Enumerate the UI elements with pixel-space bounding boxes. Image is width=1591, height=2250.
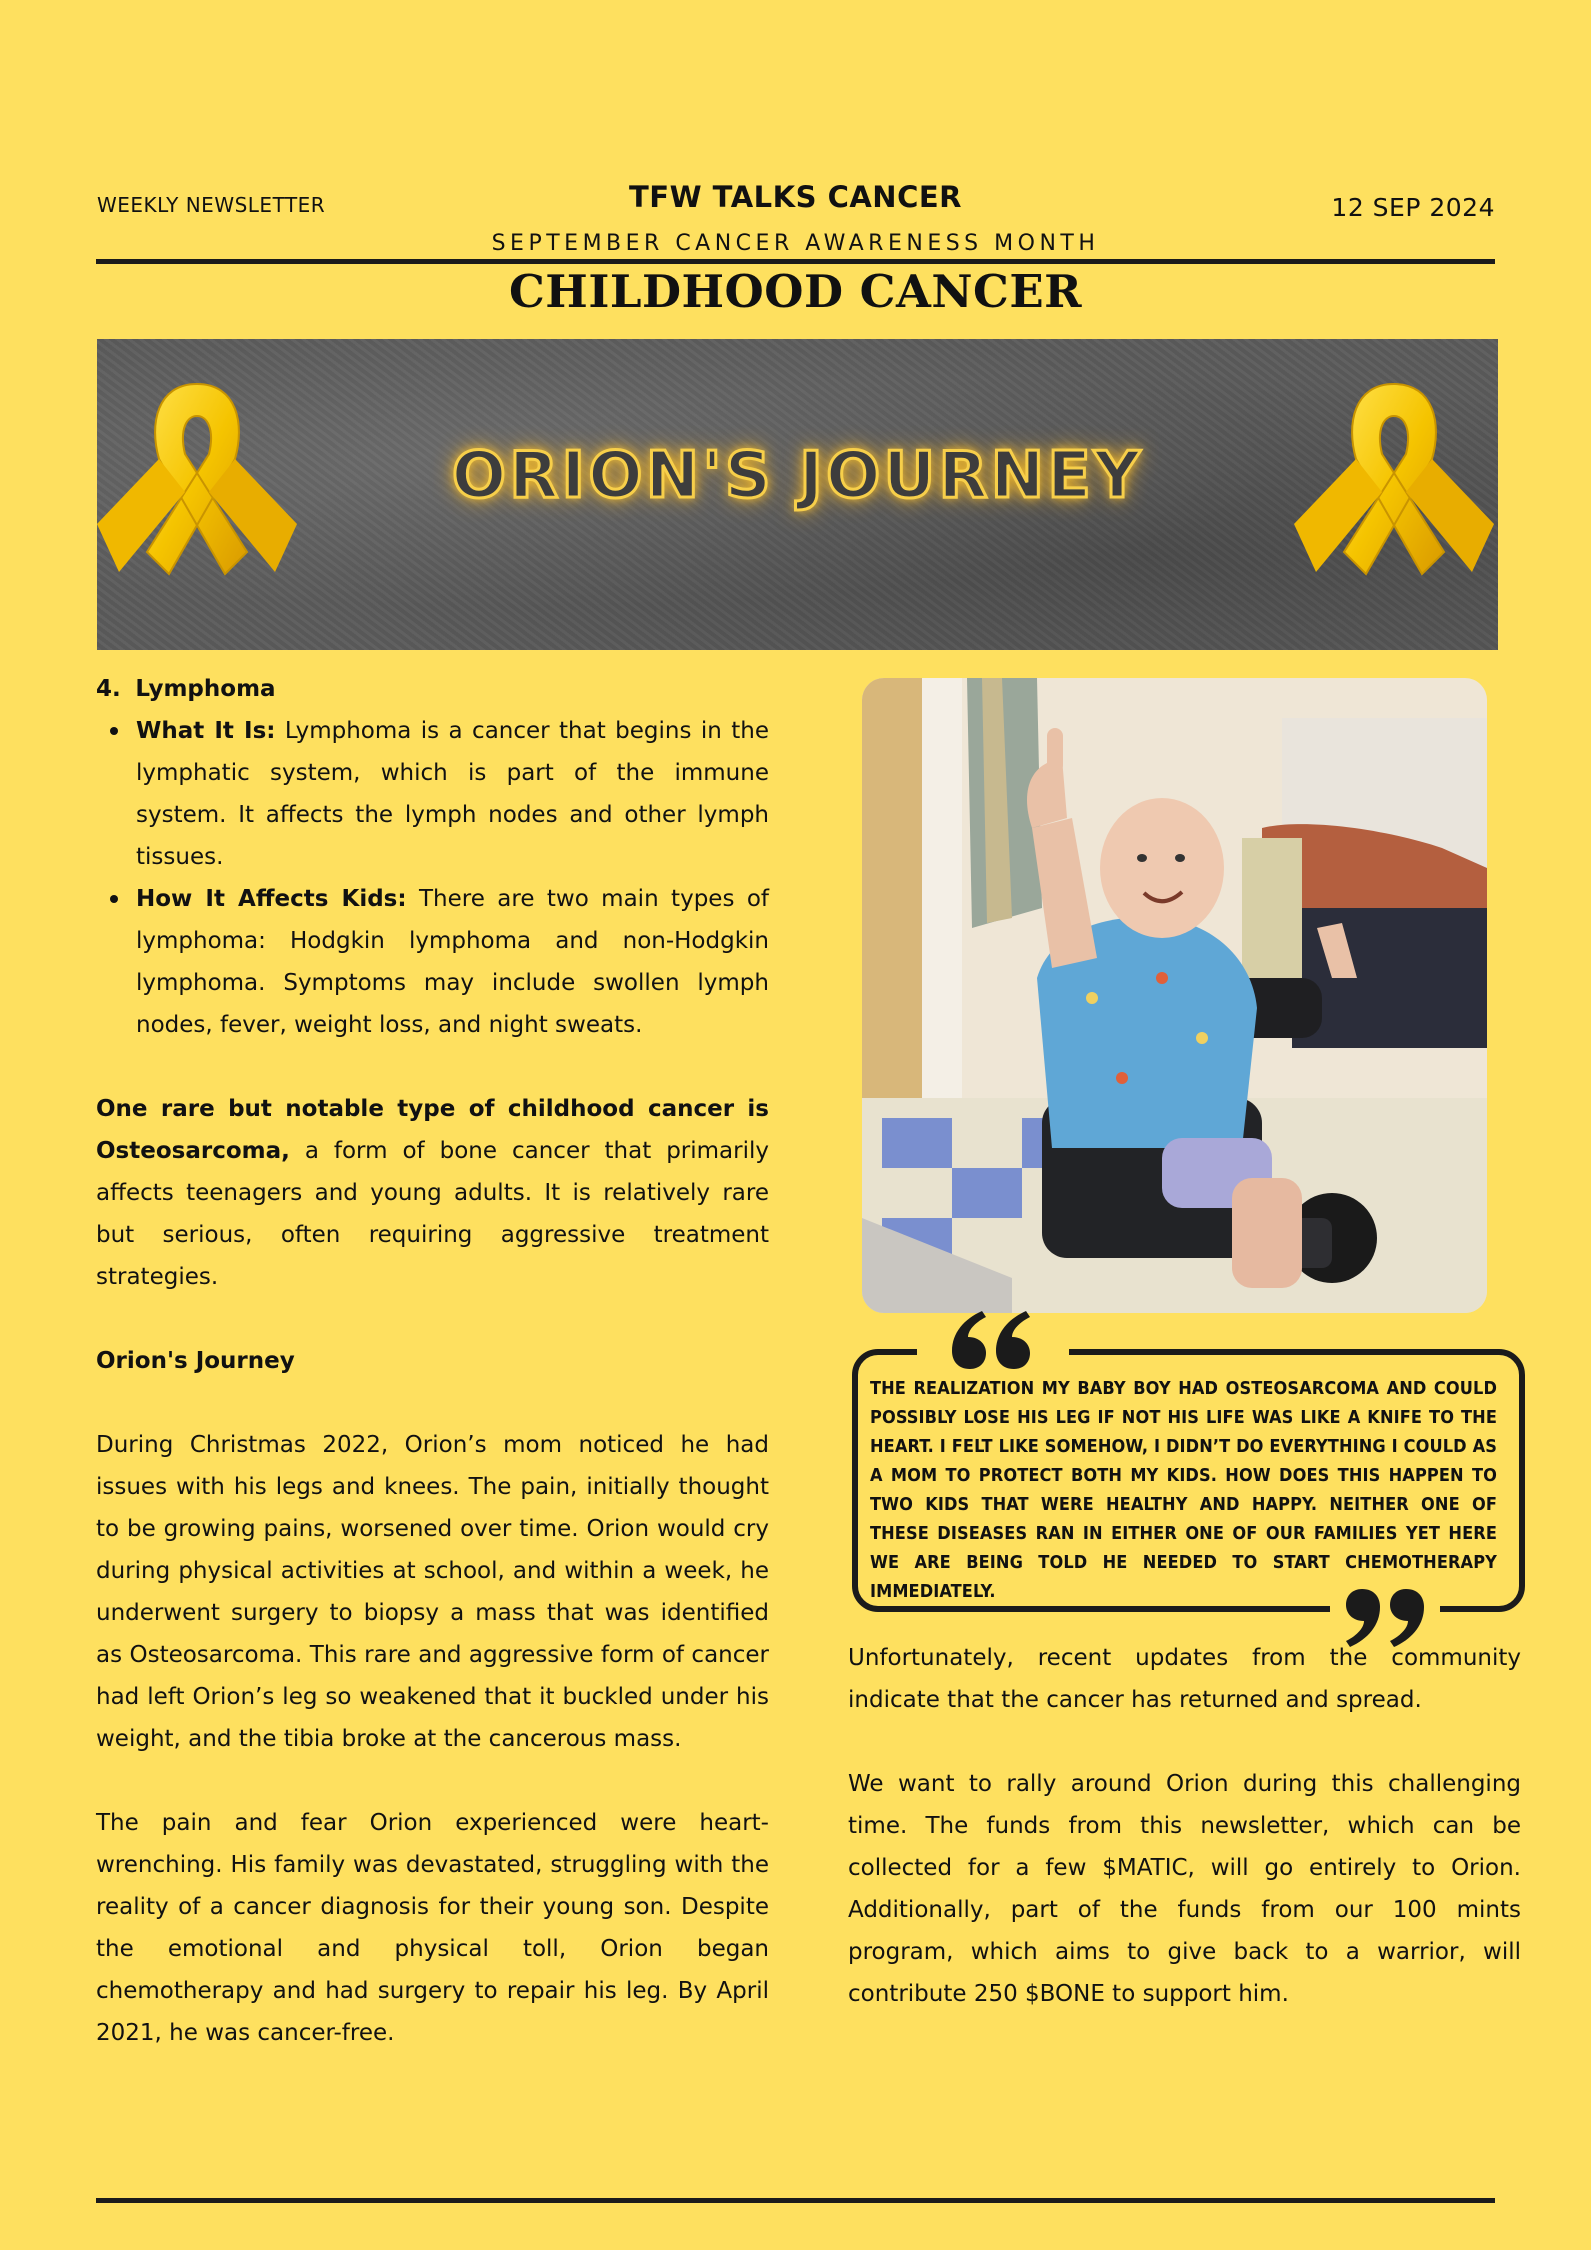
newsletter-brand: TFW TALKS CANCER (628, 180, 962, 214)
header-divider (96, 259, 1495, 264)
banner (97, 339, 1498, 650)
lymphoma-list (96, 710, 769, 1046)
story-heading: Orion's Journey (96, 1348, 295, 1374)
list-item-text: Lymphoma is a cancer that begins in the lymphatic system, which is part of the immune system. It affects the lymph nodes and other lymph tissues. (136, 718, 769, 870)
fundraising-paragraph: We want to rally around Orion during this challenging time. The funds from this newsletter, which can be collected for a few $MATIC, will go entirely to Orion. Additionally, part of the funds from our 100 mints program, which aims to give back to a warrior, will contribute 250 $BONE to support him. (848, 1771, 1521, 2007)
awareness-ribbon-icon (1294, 374, 1494, 614)
update-paragraph: Unfortunately, recent updates from the community indicate that the cancer has returned and spread. (848, 1645, 1521, 1713)
list-item-text: There are two main types of lymphoma: Hodgkin lymphoma and non-Hodgkin lymphoma. Symptoms may include swollen lymph nodes, fever, weight loss, and night sweats. (136, 886, 769, 1038)
issue-date: 12 SEP 2024 (1331, 193, 1495, 222)
lymphoma-heading (96, 668, 769, 710)
newsletter-kicker: WEEKLY NEWSLETTER (97, 193, 326, 217)
orion-photo (862, 678, 1487, 1313)
newsletter-subtitle: SEPTEMBER CANCER AWARENESS MONTH (491, 231, 1100, 256)
footer-divider (96, 2198, 1495, 2203)
osteosarcoma-text: a form of bone cancer that primarily affects teenagers and young adults. It is relatively rare but serious, often requiring aggressive treatment strategies. (96, 1138, 769, 1290)
list-item-label: How It Affects Kids: (136, 886, 407, 912)
story-paragraph-1: During Christmas 2022, Orion’s mom noticed he had issues with his legs and knees. The pain, initially thought to be growing pains, worsened over time. Orion would cry during physical activities at school, and within a week, he underwent surgery to biopsy a mass that was identified as Osteosarcoma. This rare and aggressive form of cancer had left Orion’s leg so weakened that it buckled under his weight, and the tibia broke at the cancerous mass. (96, 1432, 769, 1752)
story-paragraph-2: The pain and fear Orion experienced were heart-wrenching. His family was devastated, struggling with the reality of a cancer diagnosis for their young son. Despite the emotional and physical toll, Orion began chemotherapy and had surgery to repair his leg. By April 2021, he was cancer-free. (96, 1810, 769, 2046)
osteosarcoma-lead: One rare but notable type of childhood cancer is Osteosarcoma, (96, 1096, 769, 1164)
left-column (96, 668, 769, 2054)
photo-illustration (862, 678, 1487, 1313)
list-item-label: What It Is: (136, 718, 276, 744)
section-heading: Lymphoma (135, 676, 276, 702)
banner-title: ORION'S JOURNEY (451, 439, 1144, 513)
section-number: 4. (96, 676, 121, 702)
open-quote-icon (952, 1311, 1032, 1369)
right-column (848, 1637, 1521, 2015)
list-item (136, 878, 769, 1046)
quote-text: THE REALIZATION MY BABY BOY HAD OSTEOSARCOMA AND COULD POSSIBLY LOSE HIS LEG IF NOT HIS LIFE WAS LIKE A KNIFE TO THE HEART. I FELT LIKE SOMEHOW, I DIDN’T DO EVERYTHING I COULD AS A MOM TO PROTECT BOTH MY KIDS. HOW DOES THIS HAPPEN TO TWO KIDS THAT WERE HEALTHY AND HAPPY. NEITHER ONE OF THESE DISEASES RAN IN EITHER ONE OF OUR FAMILIES YET HERE WE ARE BEING TOLD HE NEEDED TO START CHEMOTHERAPY IMMEDIATELY. (870, 1378, 1497, 1602)
list-item (136, 710, 769, 878)
osteosarcoma-paragraph (96, 1088, 769, 1298)
page-title: CHILDHOOD CANCER (508, 265, 1083, 318)
